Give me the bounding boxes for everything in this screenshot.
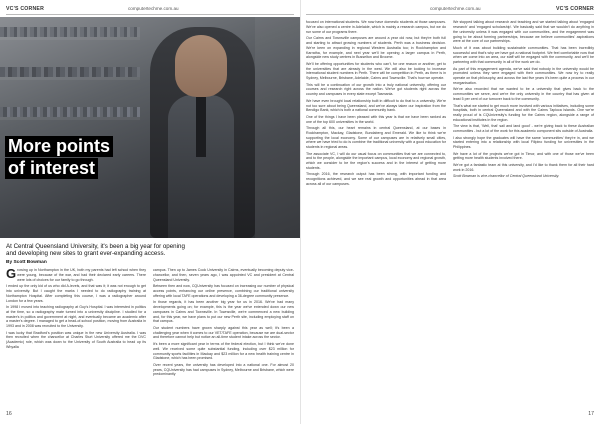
body-paragraph: focused on international students. We now have domestic students at those campuses. We've also opened a centre in Adelaide, which is mainly a research campus, but we do run some of our programs there.	[306, 20, 446, 34]
right-column-2	[453, 20, 594, 408]
body-paragraph: Between then and now, CQUniversity has focused on increasing our number of physical access points, enhancing our online presence, combining our traditional university offering with local TAFE operations and developing a 36-degree community presence.	[153, 284, 294, 298]
body-paragraph: Through 2016, the research output has been strong, with important funding and recognitions achieved, and we see real growth and opportunities ahead in that area across all of our campuses.	[306, 172, 446, 187]
header-rule	[306, 14, 594, 15]
body-paragraph: In 1998 I moved into teaching radiography at Guy's Hospital. I was interested in politics at the time, so a radiography mate turned into a university discipline. I studied for a master's in politics and government at night, and eventually became an academic after a master's degree. I managed to get a head-of-school position, moving from Australia in 1993 and in 2008 was recruited to the University.	[6, 304, 146, 329]
body-paragraph: Our Cairns and Townsville campuses are around a year old now, but they're both full and starting to attract growing numbers of students. Perth was a business decision. We're keen on expanding in regional Western Australia too; in Rockhampton and Karratha, for example, and next year we'll be opening a larger campus in Perth, alongside new study centres in Busselton and Broome.	[306, 36, 446, 60]
body-paragraph: In those regards, it has been another big year for us in 2016. We've had many developments going on; for example, this is the year we've extended down our new campuses in Cairns and Townsville. In Townsville, we're commenced a new building and, for this year, we have plans to put our new Perth site, including employing staff on that campus.	[153, 300, 294, 324]
running-head: VC'S CORNER	[6, 6, 45, 12]
body-paragraph: Through all this, our heart remains in central Queensland, at our bases in Rockhampton, Mackay, Gladstone, Bundaberg and Emerald. We like to think we're supporting the local economy. Some of our campuses are in relatively small cities, where we have tried to do is combine the traditional university with a good education for students in regional areas.	[306, 125, 446, 150]
body-paragraph: This will be a continuation of our growth into a truly national university, offering our courses and research right across the nation. We've got students right across the country and campuses in every state except Tasmania.	[306, 82, 446, 97]
body-paragraph: That's what we started to get much more involved with various initiatives, including some hospitals, both in central Queensland and with the Cairns Tapioca Islands. One we're really proud of is CQUniversity's funding for the Cairns region, alongside a range of educational institutes in the region.	[453, 103, 594, 123]
headline-line-1: More points	[5, 136, 113, 157]
body-paragraph: rowing up in Northampton in the UK, both my parents had left school when they were young, because of the war, and had their declared early careers. There were lots of choices for our family to go through.	[17, 268, 146, 282]
body-paragraph: The associate VC, I will do our usual focus on communities that we are connected to, and to the people, alongside the important campus, local economy and regional growth, which we consider to be the region's success and in the interest of getting more students.	[306, 151, 446, 171]
headline	[5, 136, 152, 180]
body-paragraph: Over recent years, the university has developed into a national one. For almost 20 years, CQUniversity has had campuses in Sydney, Melbourne and Brisbane, which were predominantly	[153, 362, 294, 377]
body-paragraph: The view is that, 'Well, that' sail and land good' - we're giving back to these Australian communities - but a lot of the work for this academic component sits outside of Australia.	[453, 124, 594, 134]
body-paragraph: We've also recorded that we wanted to be a university that gives back to the communities we serve, and we're the only university in the country that has given at least 5 per cent of our turnover back to the community.	[453, 87, 594, 102]
body-paragraph: We have a lot of the projects we've got in Timor, and with one of those we've been getting more health students involved there.	[453, 151, 594, 161]
body-paragraph: I was lucky that Bradford's position was unique in the new University Australia. I was then recruited when the chancellor at Charles Sturt University offered me the DVC (Academic) role, which was down to the University of South Australia to head up its Whyalla	[6, 330, 146, 350]
portrait-head	[175, 35, 227, 97]
right-page	[300, 0, 600, 424]
body-paragraph: We stopped talking about research and teaching and we started talking about 'engaged research' and 'engaged scholarship'. We basically said that we wouldn't do anything in the university unless it was engaged with our communities, and the engagement was going to be about forming partnerships, because we believe communities' aspirations were at the core of our partnerships.	[453, 20, 594, 44]
body-paragraph: I also strongly hope the graduates will have the same 'communities' they're in, and we started entering into a relationship with local Filipino funding for universities in the Philippines.	[453, 135, 594, 150]
body-paragraph: Much of it was about building sustainable communities. That has been incredibly successful and that's why we have got a national footprint. We feel comfortable now that when we come into an area, our staff will be engaged with the community, and we'll be partnering with that community in all of the work we do.	[453, 45, 594, 65]
body-paragraph: campus. Then up to James Cook University in Cairns, eventually becoming deputy vice-chancellor, and then, seven years ago, I was appointed VC and president at Central Queensland University.	[153, 268, 294, 282]
header-rule	[6, 14, 294, 15]
body-paragraph: Our student numbers have grown sharply against this year as well; it's been a challenging year when it comes to our VET/TAFE operation, because we are dual-sector and therefore cannot help but notice an all-time student intake across the sector.	[153, 325, 294, 340]
intro-standfirst: At Central Queensland University, it's been a big year for opening and developing new sites to grant ever-expanding access.	[6, 243, 185, 258]
body-paragraph: I ended up the only kid of us who did A-levels, and that was it; it was not enough to get into university. But I caught the marks I needed to do radiography training at Northampton Hospital. After completing this course, I was a radiographer around London for a few years.	[6, 284, 146, 303]
body-paragraph: One of the things I have been pleased with this year is that we have been ranked as one of the top 600 universities in the world.	[306, 114, 446, 124]
body-paragraph: We'll be offering opportunities for students who can't, for one reason or another, get to the universities that are already in the west. We will also be looking to increase international student numbers in Perth. There will be competition in Perth, as there is in Sydney, Melbourne, Brisbane, Adelaide, Cairns and Townsville. That's how we operate.	[306, 61, 446, 81]
author-bio: Scott Bowman is vice-chancellor of Central Queensland University.	[453, 173, 560, 178]
right-column-1	[306, 20, 446, 408]
body-paragraph: It's been a more significant year in terms of the federal election, but I think we've done well. We received some quite substantial funding, including over $23 million for community sports facilities in Mackay and $23 million for a new health training centre in Gladstone, which has been promised.	[153, 341, 294, 361]
body-paragraph: As part of this engagement agenda, we've said that nobody in the university would be promoted unless they were engaged with their communities. We now try to really operate on that philosophy, and across the last five years it's been quite a process in our reorganisation.	[453, 66, 594, 86]
headline-line-2: of interest	[5, 158, 98, 179]
left-column-2	[153, 268, 294, 406]
running-head: VC'S CORNER	[555, 6, 594, 12]
byline: By Scott Bowman	[6, 260, 47, 265]
body-paragraph: We have even brought local relationship built in difficult to do that to a university. We're not too sure about being Queensland, and we've always taken our inspiration from the Bendigo Bank, which is both a national community bank.	[306, 98, 446, 113]
page-number: 17	[588, 411, 594, 417]
hero-photo	[0, 17, 300, 238]
running-url: computertechme.com.au	[128, 6, 179, 11]
page-number: 16	[6, 411, 12, 417]
left-column-1	[6, 268, 146, 406]
drop-cap: G	[6, 268, 17, 281]
running-url: computertechme.com.au	[430, 6, 481, 11]
body-paragraph: We've got a fantastic team at this university, and I'd like to thank them for all their hard work in 2016.	[453, 162, 594, 172]
